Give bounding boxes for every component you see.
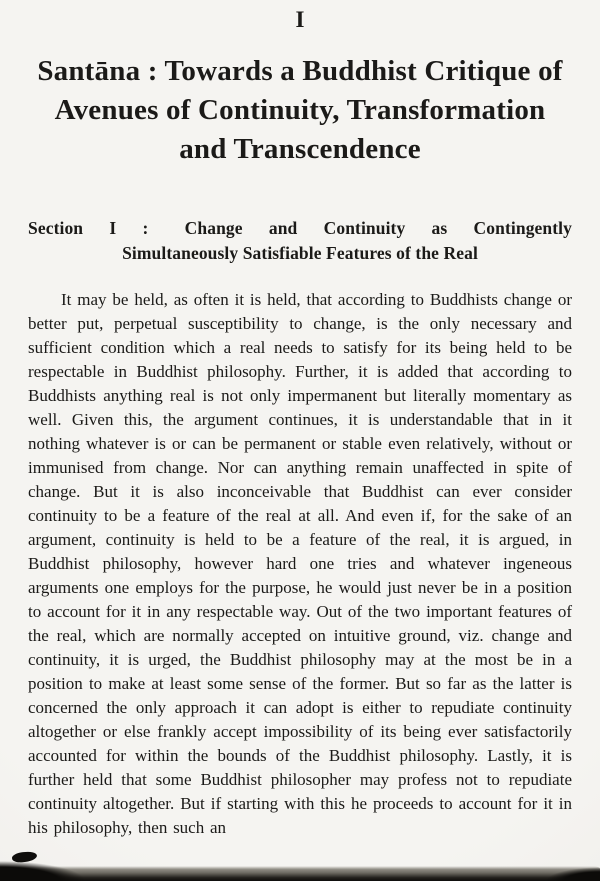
section-heading-line-1 — [28, 216, 572, 241]
chapter-title-line-3: and Transcendence — [179, 133, 421, 166]
section-label: Section I : — [28, 218, 149, 239]
scan-shadow-corner-right — [525, 862, 600, 881]
section-title-line-1: Change and Continuity as Contingently — [184, 218, 572, 239]
body-paragraph: It may be held, as often it is held, that according to Buddhists change or better put, perpetual susceptibility to change, is the only necessary and sufficient condition which a real needs to satisfy for its being held to be respectable in Buddhist philosophy. Further, it is added that according to Buddhists anything real is not only impermanent but literally momentary as well. Given this, the argument continues, it is understandable that in it nothing whatever is or can be permanent or stable even relatively, without or immunised from change. Nor can anything remain unaffected in spite of change. But it is also inconceivable that Buddhist can ever consider continuity to be a feature of the real at all. And even if, for the sake of an argument, continuity is held to be a feature of the real, it is argued, in Buddhist philosophy, however hard one tries and whatever ingeneous arguments one employs for the purpose, he would just never be in a position to account for it in any respectable way. Out of the two important features of the real, which are normally accepted on intuitive ground, viz. change and continuity, it is urged, the Buddhist philosophy may at the most be in a position to make at least some sense of the former. But so far as the latter is concerned the only approach it can adopt is either to repudiate continuity altogether or else frankly accept impossibility of its being ever satisfactorily accounted for within the bounds of the Buddhist philosophy. Lastly, it is further held that some Buddhist philosopher may profess not to repudiate continuity altogether. But if starting with this he proceeds to account for it in his philosophy, then such an — [28, 290, 572, 838]
chapter-title-line-2: Avenues of Continuity, Transformation — [54, 94, 546, 127]
chapter-numeral: I — [295, 7, 305, 32]
section-title-line-2: Simultaneously Satisfiable Features of the Real — [122, 243, 478, 264]
chapter-title-line-1: Santāna : Towards a Buddhist Critique of — [37, 55, 563, 88]
scan-shadow-corner-left — [0, 854, 115, 881]
chapter-title — [16, 52, 584, 169]
section-heading — [28, 216, 572, 266]
